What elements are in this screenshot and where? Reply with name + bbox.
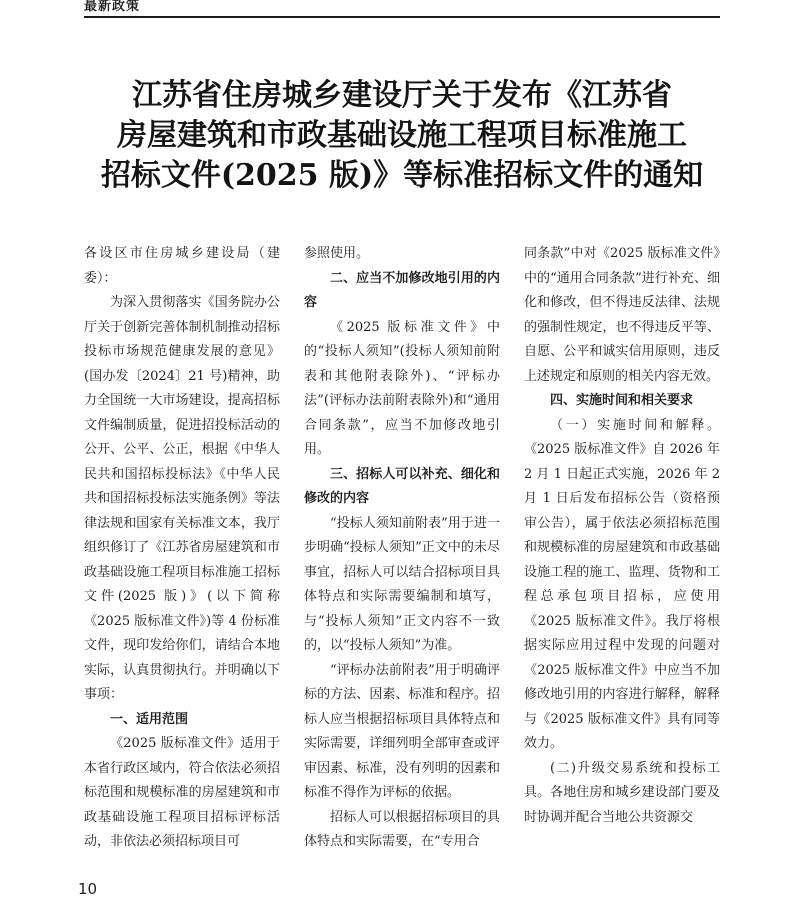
paragraph: (二)升级交易系统和投标工具。各地住房和城乡建设部门要及时协调并配合当地公共资源交 — [524, 760, 720, 825]
section-heading: 二、应当不加修改地引用的内容 — [304, 270, 500, 310]
paragraph: 同条款”中对《2025 版标准文件》中的“通用合同条款”进行补充、细化和修改，但不得违反法律、法规的强制性规定，也不得违反平等、自愿、公平和诚实信用原则，违反上述规定和原则的相关内容无效。 — [524, 246, 720, 384]
title-line: 招标文件(2025 版)》等标准招标文件的通知 — [100, 158, 704, 193]
section-label: 最新政策 — [84, 0, 141, 14]
section-heading: 一、适用范围 — [110, 711, 189, 727]
intro-paragraph: 为深入贯彻落实《国务院办公厅关于创新完善体制机制推动招标投标市场规范健康发展的意见》(国办发〔2024〕21 号)精神，助力全国统一大市场建设，提高招标文件编制质量，促进招投标活动的公开、公平、公正，根据《中华人民共和国招标投标法》《中华人民共和国招标投标法实施条例》等法律法规和国家有关标准文本，我厅组织修订了《江苏省房屋建筑和市政基础设施工程项目标准施工招标文件(2025 版)》(以下简称《2025 版标准文件》)等 4 份标准文件，现印发给你们，请结合本地实际，认真贯彻执行。并明确以下事项： — [84, 295, 280, 702]
paragraph: 《2025 版标准文件》中的“投标人须知”(投标人须知前附表和其他附表除外)、“评标办法”(评标办法前附表除外)和“通用合同条款”，应当不加修改地引用。 — [304, 319, 500, 457]
body-column-3 — [524, 242, 720, 894]
section-heading: 四、实施时间和相关要求 — [550, 393, 694, 408]
article-title — [84, 76, 720, 196]
paragraph: 《2025 版标准文件》适用于本省行政区域内，符合依法必须招标范围和规模标准的房屋建筑和市政基础设施工程项目招标评标活动，非依法必须招标项目可 — [84, 736, 280, 849]
title-line: 房屋建筑和市政基础设施工程项目标准施工 — [117, 118, 687, 153]
title-line: 江苏省住房城乡建设厅关于发布《江苏省 — [132, 78, 672, 113]
body-column-1 — [84, 242, 280, 894]
page-number: 10 — [78, 880, 98, 898]
body-column-2 — [304, 242, 500, 894]
paragraph: （一）实施时间和解释。《2025 版标准文件》自 2026 年 2 月 1 日起正式实施，2026 年 2 月 1 日后发布招标公告（资格预审公告），属于依法必须招标范围和规模标准的房屋建筑和市政基础设施工程的施工、监理、货物和工程总承包项目招标，应使用《2025 版标准文件》。我厅将根据实际应用过程中发现的问题对《2025 版标准文件》中应当不加修改地引用的内容进行解释，解释与《2025 版标准文件》具有同等效力。 — [524, 417, 720, 751]
paragraph: 参照使用。 — [304, 246, 370, 261]
paragraph: “评标办法前附表”用于明确评标的方法、因素、标准和程序。招标人应当根据招标项目具体特点和实际需要，详细列明全部审查或评审因素、标准，没有列明的因素和标准不得作为评标的依据。 — [304, 662, 500, 800]
paragraph: “投标人须知前附表”用于进一步明确“投标人须知”正文中的未尽事宜，招标人可以结合招标项目具体特点和实际需要编制和填写，与“投标人须知”正文内容不一致的，以“投标人须知”为准。 — [304, 515, 500, 653]
salutation: 各设区市住房城乡建设局（建委）： — [84, 246, 280, 286]
header-rule — [84, 16, 720, 18]
paragraph: 招标人可以根据招标项目的具体特点和实际需要，在“专用合 — [304, 809, 500, 849]
section-heading: 三、招标人可以补充、细化和修改的内容 — [304, 466, 500, 506]
